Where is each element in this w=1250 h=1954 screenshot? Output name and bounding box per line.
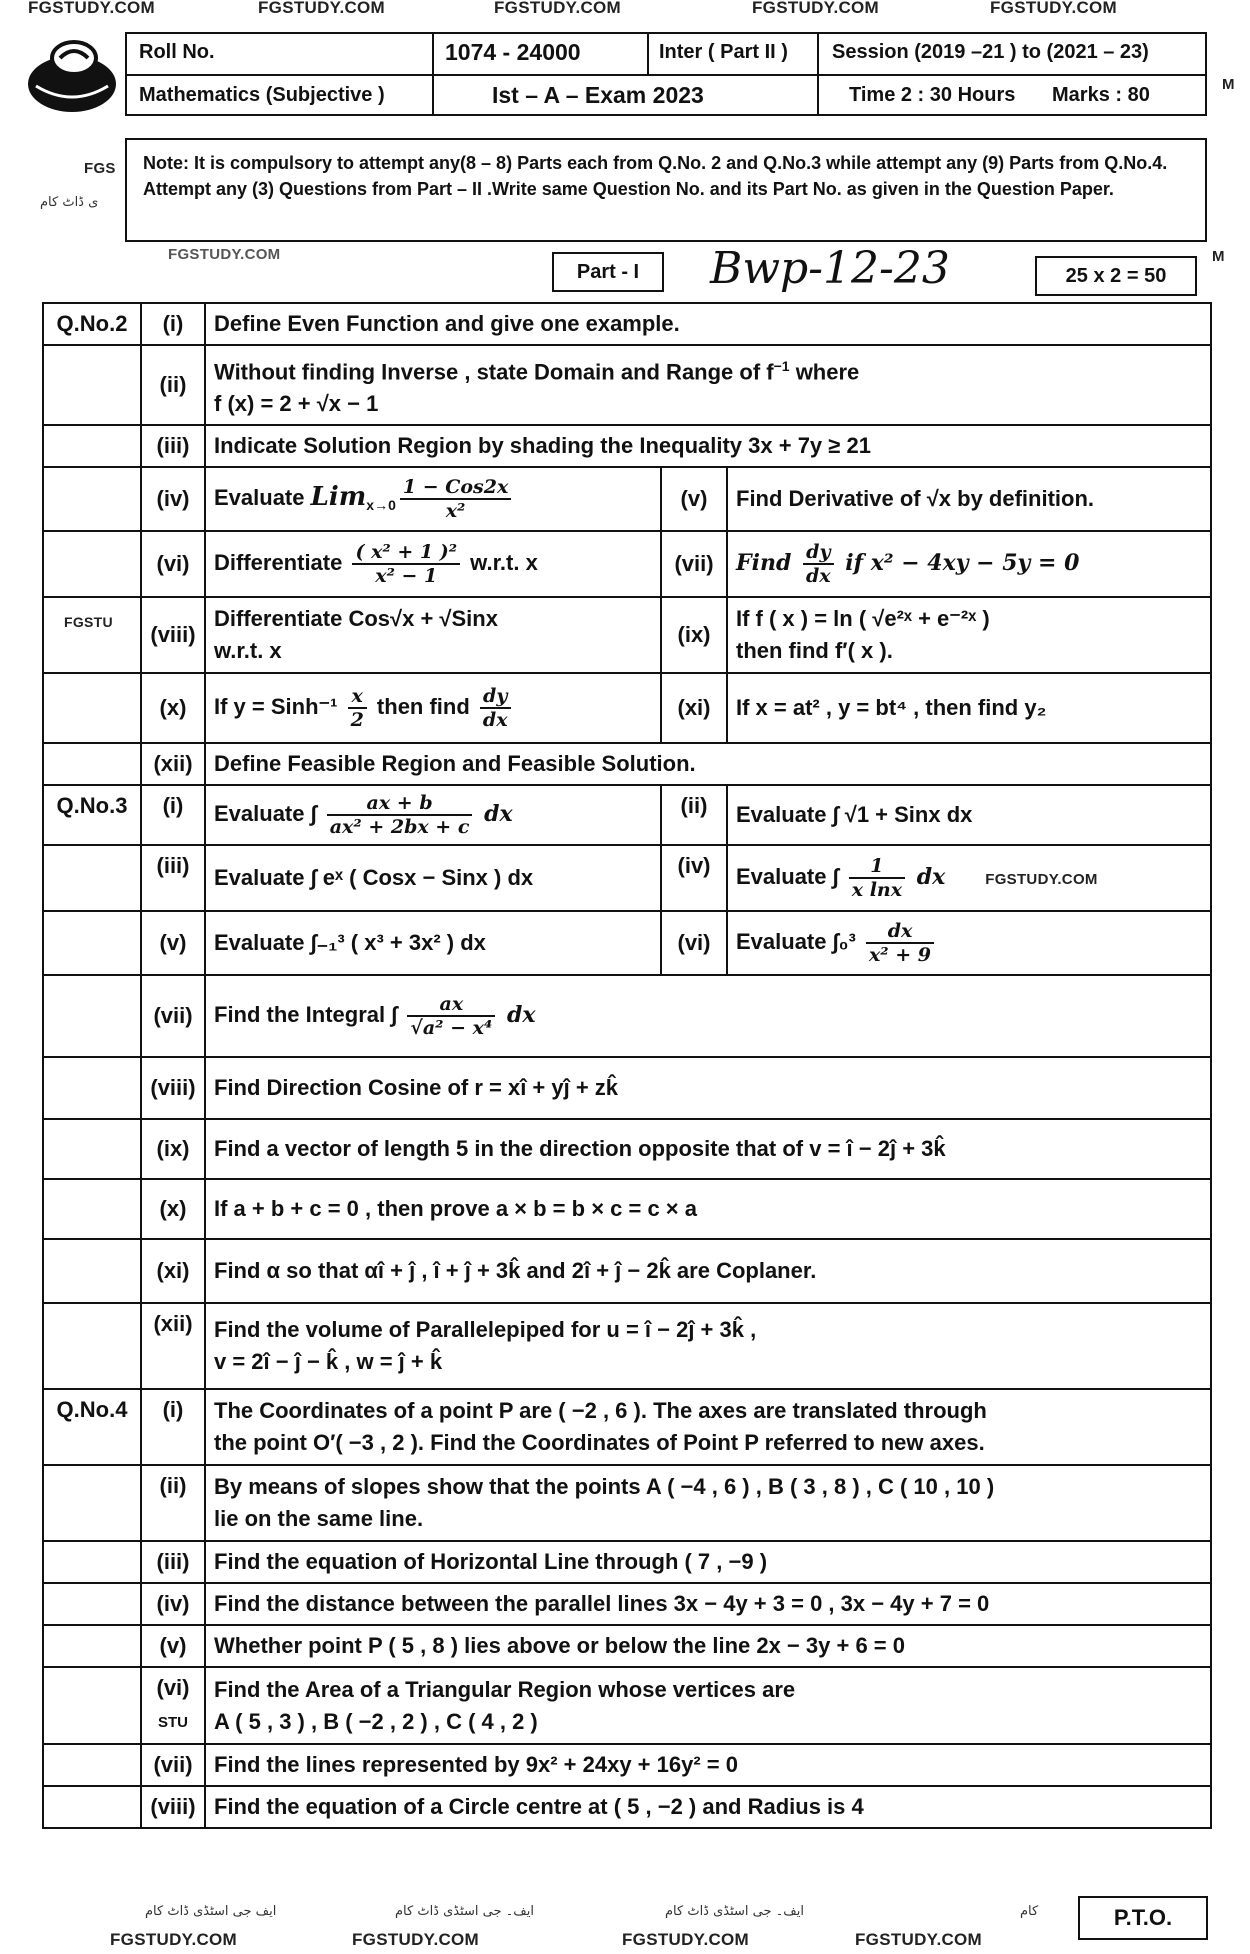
q3-ii-num: (ii) bbox=[661, 785, 727, 845]
q2-vi-num: (vi) bbox=[141, 531, 205, 597]
part-watermark: FGSTUDY.COM bbox=[168, 246, 281, 263]
q3-i-text: Evaluate ∫ $\frac{ax + b}{\text{ax² + 2bx + c}}$ dx bbox=[205, 785, 661, 845]
table-row bbox=[43, 1239, 1211, 1303]
q4-iv-text: Find the distance between the parallel lines 3x − 4y + 3 = 0 , 3x − 4y + 7 = 0 bbox=[205, 1583, 1211, 1625]
q2-v-num: (v) bbox=[661, 467, 727, 531]
watermark-bottom-4: FGSTUDY.COM bbox=[855, 1930, 983, 1949]
q3-ix-num: (ix) bbox=[141, 1119, 205, 1179]
q3-iv-text: Evaluate ∫ $\frac{1}{\text{x lnx}}$ dx FGSTUDY.COM bbox=[727, 845, 1211, 911]
margin-watermark-fgstu: FGSTU bbox=[64, 614, 113, 630]
watermark-top-2: FGSTUDY.COM bbox=[258, 0, 386, 17]
q2-xii-text: Define Feasible Region and Feasible Solution. bbox=[205, 743, 1211, 785]
urdu-footer-4: کام bbox=[1020, 1904, 1039, 1919]
q3-i-num: (i) bbox=[141, 785, 205, 845]
q3-viii-text: Find Direction Cosine of r = xî + yĵ + zk̂ bbox=[205, 1057, 1211, 1119]
table-row bbox=[43, 531, 1211, 597]
watermark-top-3: FGSTUDY.COM bbox=[494, 0, 622, 17]
q3-xi-num: (xi) bbox=[141, 1239, 205, 1303]
table-row bbox=[43, 911, 1211, 975]
q2-x-text: If y = Sinh⁻¹ $\frac{x}{2}$ then find $\frac{dy}{dx}$ bbox=[205, 673, 661, 743]
table-row bbox=[43, 467, 1211, 531]
time-label: Time 2 : 30 Hours bbox=[849, 84, 1016, 106]
q2-x-num: (x) bbox=[141, 673, 205, 743]
q4-vi-text: Find the Area of a Triangular Region whose vertices are A ( 5 , 3 ) , B ( −2 , 2 ) , C ( 4 , 2 ) bbox=[205, 1667, 1211, 1744]
table-row bbox=[43, 975, 1211, 1057]
roll-no-label: Roll No. bbox=[139, 41, 215, 63]
watermark-bottom-3: FGSTUDY.COM bbox=[622, 1930, 750, 1949]
urdu-footer-1: ایف جی اسٹڈی ڈاٹ کام bbox=[145, 1904, 277, 1919]
part-label: Part - I bbox=[552, 252, 664, 292]
table-row bbox=[43, 1389, 1211, 1465]
q4-v-text: Whether point P ( 5 , 8 ) lies above or below the line 2x − 3y + 6 = 0 bbox=[205, 1625, 1211, 1667]
q3-iv-num: (iv) bbox=[661, 845, 727, 911]
q3-vii-num: (vii) bbox=[141, 975, 205, 1057]
q4-i-num: (i) bbox=[141, 1389, 205, 1465]
q2-iii-text: Indicate Solution Region by shading the Inequality 3x + 7y ≥ 21 bbox=[205, 425, 1211, 467]
q4-v-num: (v) bbox=[141, 1625, 205, 1667]
q3-iii-num: (iii) bbox=[141, 845, 205, 911]
table-row bbox=[43, 303, 1211, 345]
q2-i-text: Define Even Function and give one example. bbox=[205, 303, 1211, 345]
class-label: Inter ( Part II ) bbox=[659, 41, 788, 63]
q3-vi-num: (vi) bbox=[661, 911, 727, 975]
q2-i-num: (i) bbox=[141, 303, 205, 345]
q4-vii-num: (vii) bbox=[141, 1744, 205, 1786]
table-row bbox=[43, 1583, 1211, 1625]
watermark-bottom-2: FGSTUDY.COM bbox=[352, 1930, 480, 1949]
exam-label: Ist – A – Exam 2023 bbox=[492, 82, 704, 108]
table-row bbox=[43, 1303, 1211, 1389]
q2-v-text: Find Derivative of √x by definition. bbox=[727, 467, 1211, 531]
q2-iii-num: (iii) bbox=[141, 425, 205, 467]
q2-ii-text: Without finding Inverse , state Domain and Range of $f^{-1}$ where f (x) = 2 + √x − 1 bbox=[205, 345, 1211, 425]
q4-vii-text: Find the lines represented by 9x² + 24xy + 16y² = 0 bbox=[205, 1744, 1211, 1786]
q2-xii-num: (xii) bbox=[141, 743, 205, 785]
q3-xi-text: Find α so that αî + ĵ , î + ĵ + 3k̂ and 2î + ĵ − 2k̂ are Coplaner. bbox=[205, 1239, 1211, 1303]
table-row bbox=[43, 1179, 1211, 1239]
q3-vii-text: Find the Integral ∫ $\frac{ax}{\text{√a² − x⁴}}$ dx bbox=[205, 975, 1211, 1057]
margin-urdu-mark: ی ڈاٹ کام bbox=[40, 195, 99, 210]
watermark-top-4: FGSTUDY.COM bbox=[752, 0, 880, 17]
q4-iii-text: Find the equation of Horizontal Line through ( 7 , −9 ) bbox=[205, 1541, 1211, 1583]
q3-v-text: Evaluate ∫₋₁³ ( x³ + 3x² ) dx bbox=[205, 911, 661, 975]
table-row bbox=[43, 785, 1211, 845]
q2-viii-num: (viii) bbox=[141, 597, 205, 673]
table-row bbox=[43, 1667, 1211, 1744]
q2-iv-text: Evaluate Lim$_{x\to 0}$ $\frac{\text{1 − Cos2x}}{\text{x²}}$ bbox=[205, 467, 661, 531]
q2-vii-num: (vii) bbox=[661, 531, 727, 597]
questions-table bbox=[42, 302, 1212, 1829]
table-row bbox=[43, 1786, 1211, 1828]
q4-iii-num: (iii) bbox=[141, 1541, 205, 1583]
watermark-bottom-1: FGSTUDY.COM bbox=[110, 1930, 238, 1949]
edge-mark-m2: M bbox=[1212, 248, 1225, 265]
urdu-footer-3: ایف۔ جی اسٹڈی ڈاٹ کام bbox=[665, 1904, 804, 1919]
q3-label: Q.No.3 bbox=[43, 785, 141, 845]
q3-viii-num: (viii) bbox=[141, 1057, 205, 1119]
q3-ix-text: Find a vector of length 5 in the direction opposite that of v = î − 2ĵ + 3k̂ bbox=[205, 1119, 1211, 1179]
q4-i-text: The Coordinates of a point P are ( −2 , 6 ). The axes are translated through the point O′( −3 , 2 ). Find the Coordinates of Point P referred to new axes. bbox=[205, 1389, 1211, 1465]
q4-ii-text: By means of slopes show that the points A ( −4 , 6 ) , B ( 3 , 8 ) , C ( 10 , 10 ) lie on the same line. bbox=[205, 1465, 1211, 1541]
inline-watermark: FGSTUDY.COM bbox=[985, 871, 1098, 889]
paper-code: 1074 - 24000 bbox=[445, 39, 581, 65]
table-row bbox=[43, 597, 1211, 673]
q2-viii-text: Differentiate Cos√x + √Sinx w.r.t. x bbox=[205, 597, 661, 673]
table-row bbox=[43, 1057, 1211, 1119]
q4-iv-num: (iv) bbox=[141, 1583, 205, 1625]
handwritten-code: Bwp-12-23 bbox=[710, 243, 950, 294]
watermark-top-5: FGSTUDY.COM bbox=[990, 0, 1118, 17]
q3-vi-text: Evaluate ∫₀³ $\frac{dx}{\text{x² + 9}}$ bbox=[727, 911, 1211, 975]
q2-label: Q.No.2 bbox=[43, 303, 141, 345]
q4-ii-num: (ii) bbox=[141, 1465, 205, 1541]
q3-iii-text: Evaluate ∫ eˣ ( Cosx − Sinx ) dx bbox=[205, 845, 661, 911]
pto-label: P.T.O. bbox=[1078, 1896, 1208, 1940]
q3-v-num: (v) bbox=[141, 911, 205, 975]
q2-ii-num: (ii) bbox=[141, 345, 205, 425]
q2-ix-num: (ix) bbox=[661, 597, 727, 673]
q2-vi-text: Differentiate $\frac{\text{( x² + 1 )²}}{\text{x² − 1}}$ w.r.t. x bbox=[205, 531, 661, 597]
exam-header bbox=[125, 32, 1207, 116]
q2-ix-text: If f ( x ) = ln ( √e²ˣ + e⁻²ˣ ) then find f′( x ). bbox=[727, 597, 1211, 673]
q2-vii-text: Find $\frac{dy}{dx}$ if x² − 4xy − 5y = 0 bbox=[727, 531, 1211, 597]
urdu-footer-2: ایف۔ جی اسٹڈی ڈاٹ کام bbox=[395, 1904, 534, 1919]
table-row bbox=[43, 1744, 1211, 1786]
q4-label: Q.No.4 bbox=[43, 1389, 141, 1465]
session-label: Session (2019 –21 ) to (2021 – 23) bbox=[832, 41, 1149, 63]
watermark-top-1: FGSTUDY.COM bbox=[28, 0, 156, 17]
table-row bbox=[43, 1465, 1211, 1541]
q4-viii-text: Find the equation of a Circle centre at ( 5 , −2 ) and Radius is 4 bbox=[205, 1786, 1211, 1828]
edge-mark-m: M bbox=[1222, 76, 1235, 93]
q2-xi-num: (xi) bbox=[661, 673, 727, 743]
table-row bbox=[43, 1119, 1211, 1179]
q2-xi-text: If x = at² , y = bt⁴ , then find y₂ bbox=[727, 673, 1211, 743]
q4-vi-num: (vi) STU bbox=[141, 1667, 205, 1744]
q3-x-num: (x) bbox=[141, 1179, 205, 1239]
q3-ii-text: Evaluate ∫ √1 + Sinx dx bbox=[727, 785, 1211, 845]
q3-xii-num: (xii) bbox=[141, 1303, 205, 1389]
table-row bbox=[43, 673, 1211, 743]
marks-label: Marks : 80 bbox=[1052, 84, 1150, 106]
board-logo-icon bbox=[22, 36, 122, 116]
table-row bbox=[43, 345, 1211, 425]
q3-x-text: If a + b + c = 0 , then prove a × b = b × c = c × a bbox=[205, 1179, 1211, 1239]
table-row bbox=[43, 1625, 1211, 1667]
table-row bbox=[43, 1541, 1211, 1583]
table-row bbox=[43, 425, 1211, 467]
table-row bbox=[43, 743, 1211, 785]
margin-watermark-fgs: FGS bbox=[84, 160, 116, 177]
q4-viii-num: (viii) bbox=[141, 1786, 205, 1828]
marks-box: 25 x 2 = 50 bbox=[1035, 256, 1197, 296]
subject-label: Mathematics (Subjective ) bbox=[139, 84, 385, 106]
instructions-note: Note: It is compulsory to attempt any(8 – 8) Parts each from Q.No. 2 and Q.No.3 while attempt any (9) Parts from Q.No.4. Attempt any (3) Questions from Part – II .Write same Question No. and its Part No. as given in the Question Paper. bbox=[125, 138, 1207, 242]
q3-xii-text: Find the volume of Parallelepiped for u = î − 2ĵ + 3k̂ , v = 2î − ĵ − k̂ , w = ĵ + k̂ bbox=[205, 1303, 1211, 1389]
q2-iv-num: (iv) bbox=[141, 467, 205, 531]
table-row bbox=[43, 845, 1211, 911]
